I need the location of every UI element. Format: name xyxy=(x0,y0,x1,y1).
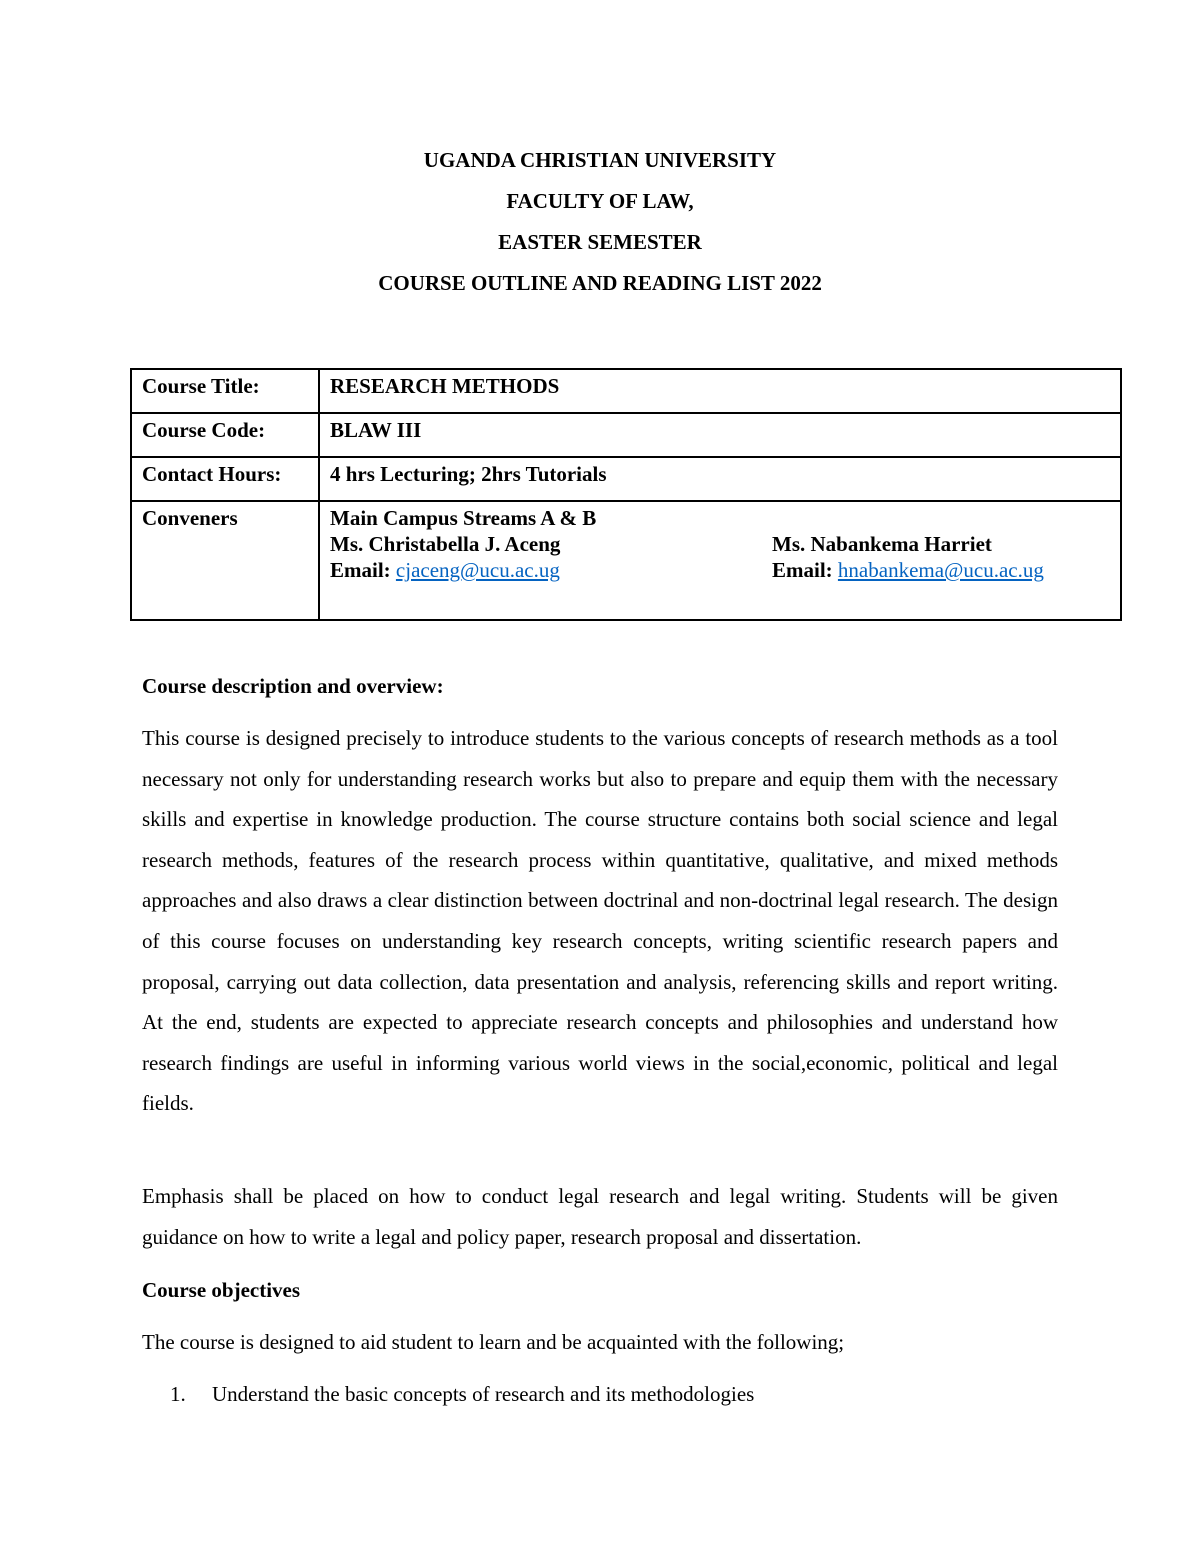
table-row-conveners xyxy=(131,501,1121,620)
conveners-list xyxy=(330,531,1110,583)
convener-2-email-link[interactable]: hnabankema@ucu.ac.ug xyxy=(837,558,1044,582)
university-name: UGANDA CHRISTIAN UNIVERSITY xyxy=(423,148,777,172)
table-row-contact-hours xyxy=(131,457,1121,501)
conveners-cell xyxy=(319,501,1121,620)
contact-hours-value: 4 hrs Lecturing; 2hrs Tutorials xyxy=(319,457,1121,501)
objectives-intro-block xyxy=(142,1328,1058,1356)
semester-name: EASTER SEMESTER xyxy=(498,230,702,254)
description-paragraph-2-block xyxy=(142,1176,1058,1257)
course-code-value: BLAW III xyxy=(319,413,1121,457)
conveners-label: Conveners xyxy=(131,501,319,620)
list-item-number: 1. xyxy=(170,1382,186,1406)
faculty-name: FACULTY OF LAW, xyxy=(506,189,694,213)
table-row-course-code xyxy=(131,413,1121,457)
objectives-heading-block xyxy=(142,1276,1058,1304)
course-title-value: RESEARCH METHODS xyxy=(319,369,1121,413)
objectives-heading: Course objectives xyxy=(142,1278,301,1302)
description-heading-block xyxy=(142,672,1058,700)
convener-1-name: Ms. Christabella J. Aceng xyxy=(330,532,561,556)
streams-text: Main Campus Streams A & B xyxy=(330,506,597,530)
document-title: COURSE OUTLINE AND READING LIST 2022 xyxy=(378,271,822,295)
description-paragraph-1-block xyxy=(142,718,1058,1124)
list-item-text: Understand the basic concepts of research and its methodologies xyxy=(212,1382,755,1406)
list-item xyxy=(170,1380,754,1408)
description-paragraph-2: Emphasis shall be placed on how to conduct legal research and legal writing. Students will be given guidance on how to write a legal and policy paper, research proposal and dissertation. xyxy=(142,1184,1058,1249)
course-title-label: Course Title: xyxy=(131,369,319,413)
convener-1-email-line xyxy=(330,557,772,583)
convener-1-email-link[interactable]: cjaceng@ucu.ac.ug xyxy=(395,558,560,582)
document-header xyxy=(0,140,1200,304)
objectives-intro: The course is designed to aid student to learn and be acquainted with the following; xyxy=(142,1330,845,1354)
contact-hours-label: Contact Hours: xyxy=(131,457,319,501)
convener-1-email-label: Email: xyxy=(330,558,396,582)
table-row-course-title xyxy=(131,369,1121,413)
convener-2-name: Ms. Nabankema Harriet xyxy=(772,532,992,556)
description-heading: Course description and overview: xyxy=(142,674,444,698)
convener-2 xyxy=(772,531,1110,583)
convener-2-email-line xyxy=(772,557,1110,583)
course-code-label: Course Code: xyxy=(131,413,319,457)
convener-2-email-label: Email: xyxy=(772,558,838,582)
convener-1 xyxy=(330,531,772,583)
course-info-table xyxy=(130,368,1122,621)
description-paragraph-1: This course is designed precisely to introduce students to the various concepts of research methods as a tool necessary not only for understanding research works but also to prepare and equip them with the necessary skills and expertise in knowledge production. The course structure contains both social science and legal research methods, features of the research process within quantitative, qualitative, and mixed methods approaches and also draws a clear distinction between doctrinal and non-doctrinal legal research. The design of this course focuses on understanding key research concepts, writing scientific research papers and proposal, carrying out data collection, data presentation and analysis, referencing skills and report writing. At the end, students are expected to appreciate research concepts and philosophies and understand how research findings are useful in informing various world views in the social,economic, political and legal fields. xyxy=(142,726,1058,1116)
